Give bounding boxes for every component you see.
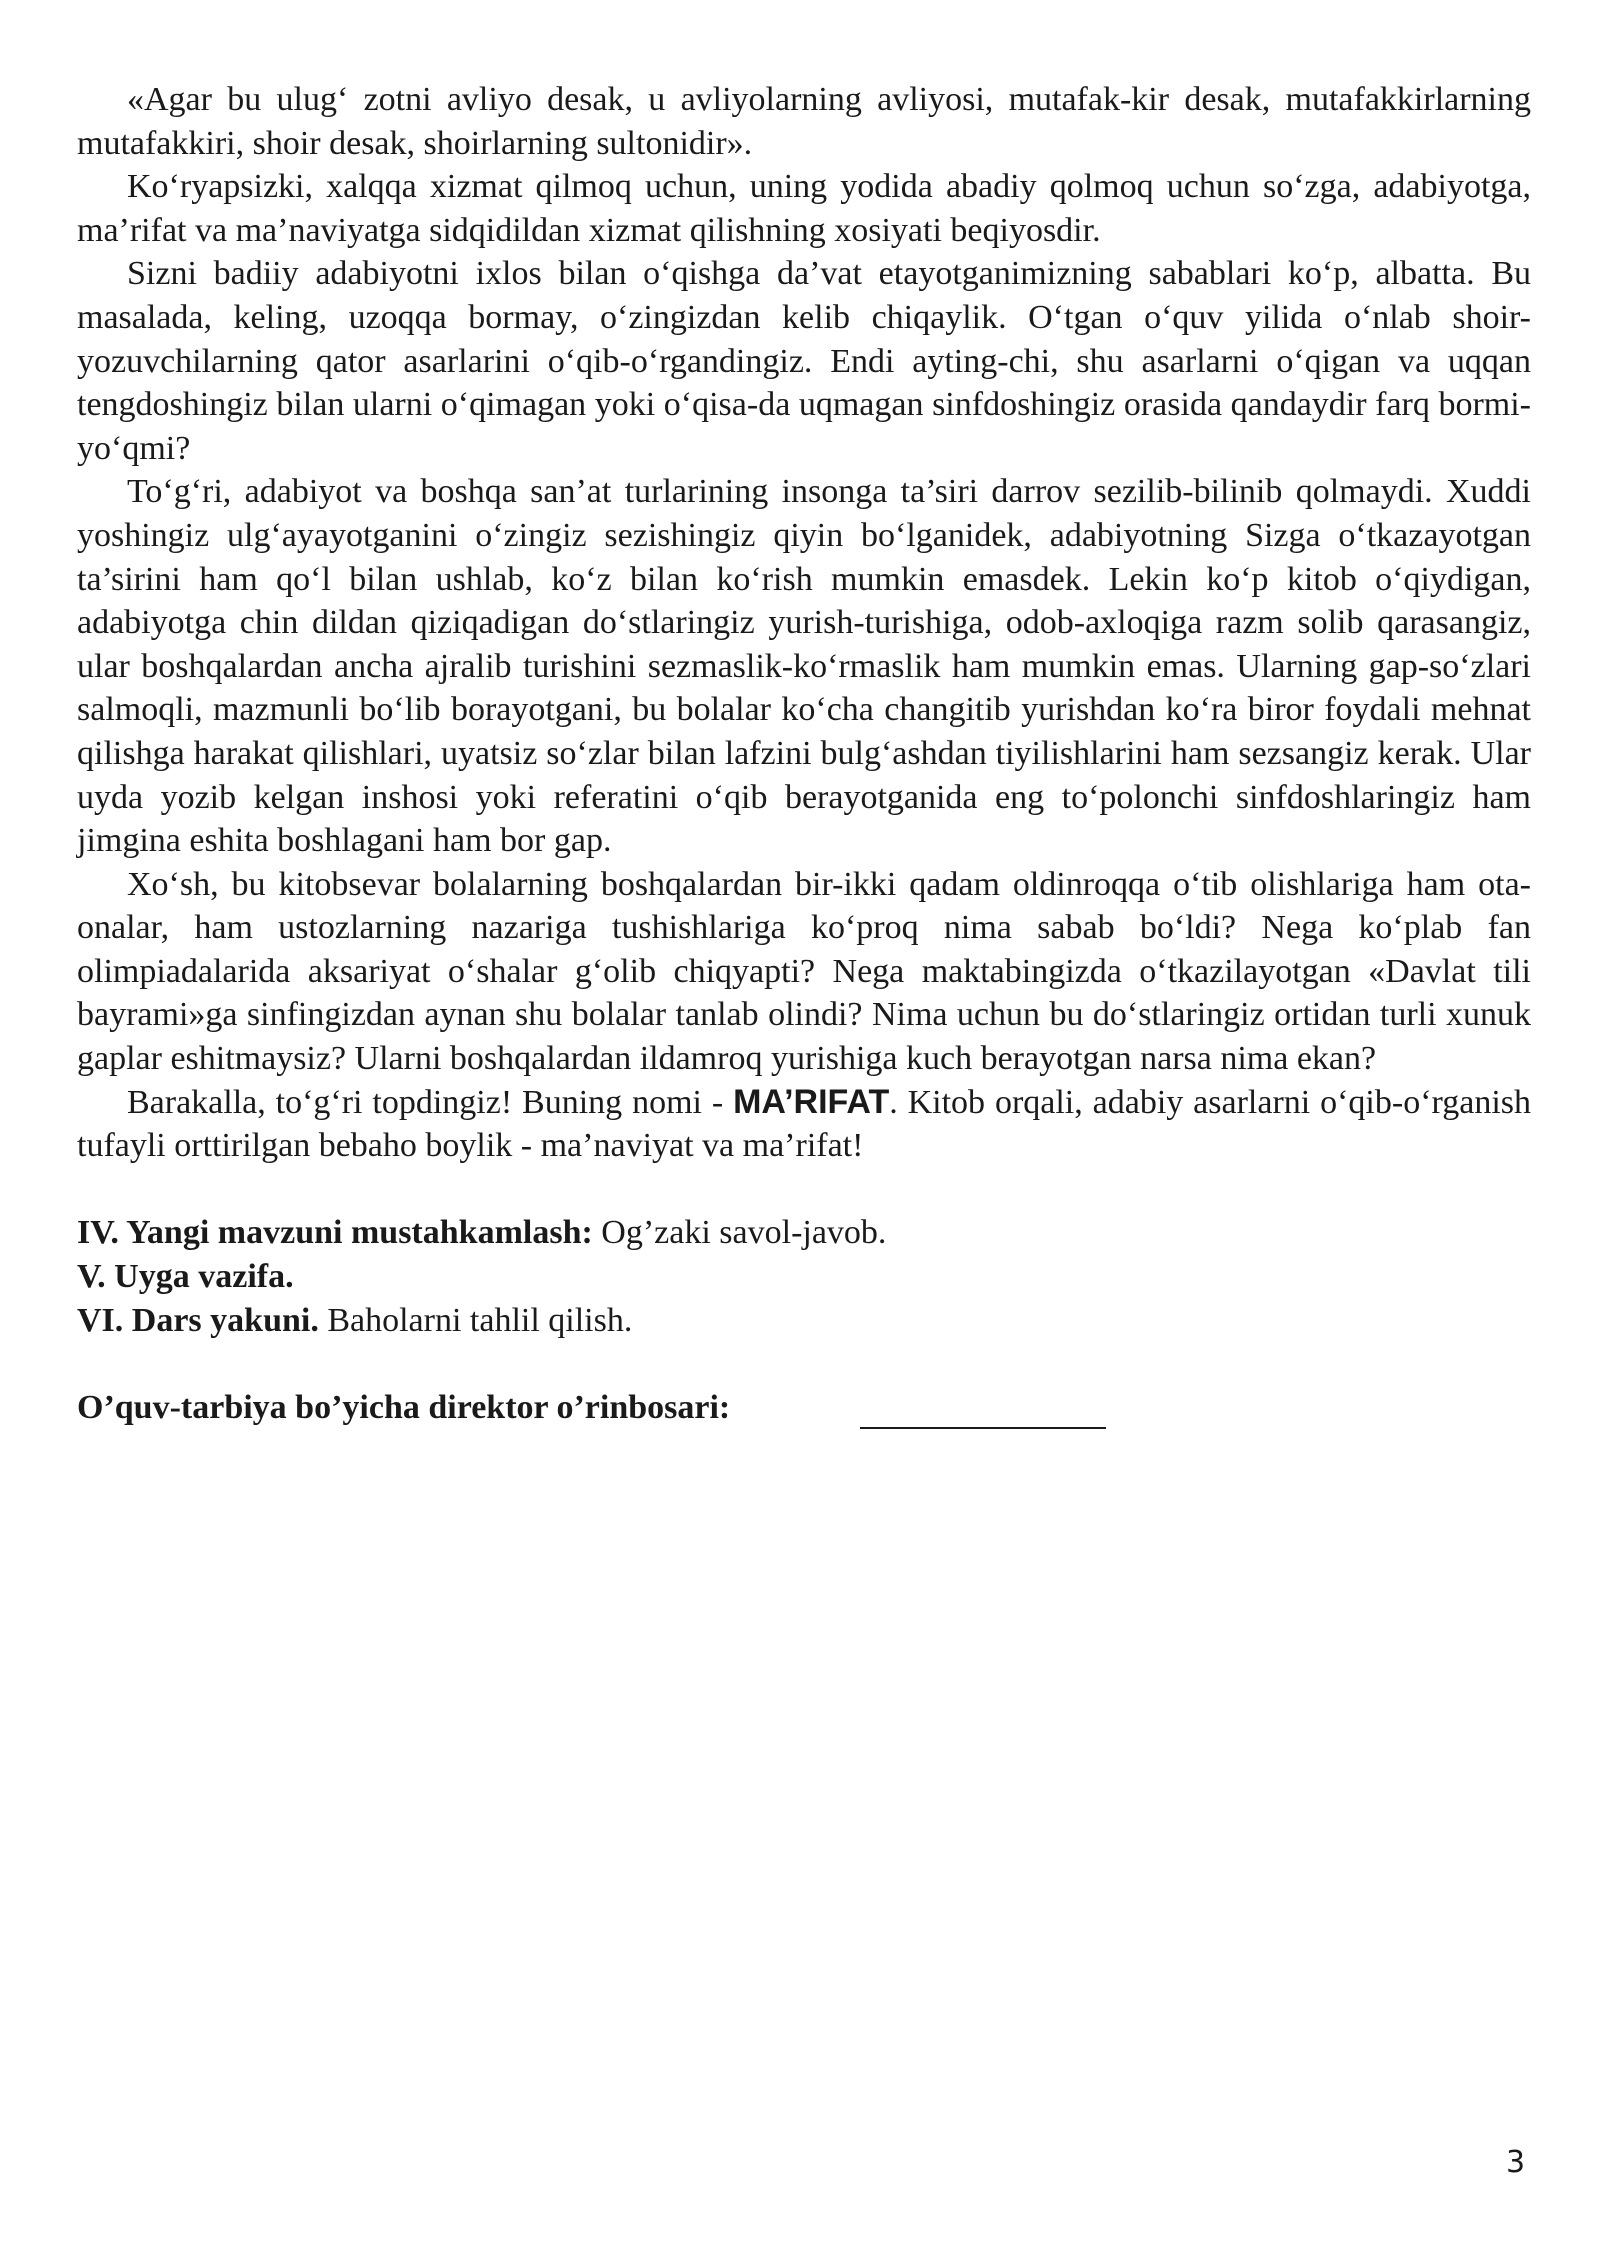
final-paragraph-end: . Kitob orqali, adabiy asarlarni o‘qib-o‘rganish tufayli orttirilgan bebaho boylik - ma’naviyat va ma’rifat!	[77, 1083, 1531, 1165]
section-heading: VI. Dars yakuni.	[77, 1301, 319, 1339]
section-heading: IV. Yangi mavzuni mustahkamlash:	[77, 1214, 593, 1252]
signature-line	[860, 1397, 1106, 1429]
document-page	[77, 78, 1531, 1429]
page-number: 3	[1506, 2145, 1526, 2180]
spacer	[77, 1168, 1531, 1212]
final-paragraph-start: Barakalla, to‘g‘ri topdingiz! Buning nomi -	[127, 1083, 734, 1121]
body-paragraph: Ko‘ryapsizki, xalqqa xizmat qilmoq uchun, uning yodida abadiy qolmoq uchun so‘zga, adabiyotga, ma’rifat va ma’naviyatga sidqidildan xizmat qilishning xosiyati beqiyosdir.	[77, 168, 1531, 249]
signature-row	[77, 1386, 1531, 1430]
spacer	[77, 1342, 1531, 1386]
emphasis-marifat: MA’RIFAT	[733, 1082, 890, 1121]
signature-label: O’quv-tarbiya bo’yicha direktor o’rinbosari:	[77, 1388, 731, 1426]
section-text: Baholarni tahlil qilish.	[318, 1301, 633, 1339]
body-paragraph: Sizni badiiy adabiyotni ixlos bilan o‘qishga da’vat etayotganimizning sabablari ko‘p, albatta. Bu masalada, keling, uzoqqa bormay, o‘zingizdan kelib chiqaylik. O‘tgan o‘quv yilida o‘nlab shoir-yozuvchilarning qator asarlarini o‘qib-o‘rgandingiz. Endi ayting-chi, shu asarlarni o‘qigan va uqqan tengdoshingiz bilan ularni o‘qimagan yoki o‘qisa-da uqmagan sinfdoshingiz orasida qandaydir farq bormi-yo‘qmi?	[77, 255, 1531, 467]
section-homework	[77, 1255, 1531, 1299]
quote-paragraph: «Agar bu ulug‘ zotni avliyo desak, u avliyolarning avliyosi, mutafak-kir desak, mutafakkirlarning mutafakkiri, shoir desak, shoirlarning sultonidir».	[77, 81, 1531, 162]
section-conclusion	[77, 1299, 1531, 1343]
section-consolidation	[77, 1211, 1531, 1255]
section-text: Og’zaki savol-javob.	[592, 1214, 887, 1252]
final-paragraph	[77, 1081, 1531, 1168]
body-paragraph: Xo‘sh, bu kitobsevar bolalarning boshqalardan bir-ikki qadam oldinroqqa o‘tib olishlariga ham ota-onalar, ham ustozlarning nazariga tushishlariga ko‘proq nima sabab bo‘ldi? Nega ko‘plab fan olimpiadalarida aksariyat o‘shalar g‘olib chiqyapti? Nega maktabingizda o‘tkazilayotgan «Davlat tili bayrami»ga sinfingizdan aynan shu bolalar tanlab olindi? Nima uchun bu do‘stlaringiz ortidan turli xunuk gaplar eshitmaysiz? Ularni boshqalardan ildamroq yurishiga kuch berayotgan narsa nima ekan?	[77, 865, 1531, 1078]
body-paragraph: To‘g‘ri, adabiyot va boshqa san’at turlarining insonga ta’siri darrov sezilib-bilinib qolmaydi. Xuddi yoshingiz ulg‘ayayotganini o‘zingiz sezishingiz qiyin bo‘lganidek, adabiyotning Sizga o‘tkazayotgan ta’sirini ham qo‘l bilan ushlab, ko‘z bilan ko‘rish mumkin emasdek. Lekin ko‘p kitob o‘qiydigan, adabiyotga chin dildan qiziqadigan do‘stlaringiz yurish-turishiga, odob-axloqiga razm solib qarasangiz, ular boshqalardan ancha ajralib turishini sezmaslik-ko‘rmaslik ham mumkin emas. Ularning gap-so‘zlari salmoqli, mazmunli bo‘lib borayotgani, bu bolalar ko‘cha changitib yurishdan ko‘ra biror foydali mehnat qilishga harakat qilishlari, uyatsiz so‘zlar bilan lafzini bulg‘ashdan tiyilishlarini ham sezsangiz kerak. Ular uyda yozib kelgan inshosi yoki referatini o‘qib berayotganida eng to‘polonchi sinfdoshlaringiz ham jimgina eshita boshlagani ham bor gap.	[77, 473, 1531, 860]
section-heading: V. Uyga vazifa.	[77, 1258, 294, 1296]
